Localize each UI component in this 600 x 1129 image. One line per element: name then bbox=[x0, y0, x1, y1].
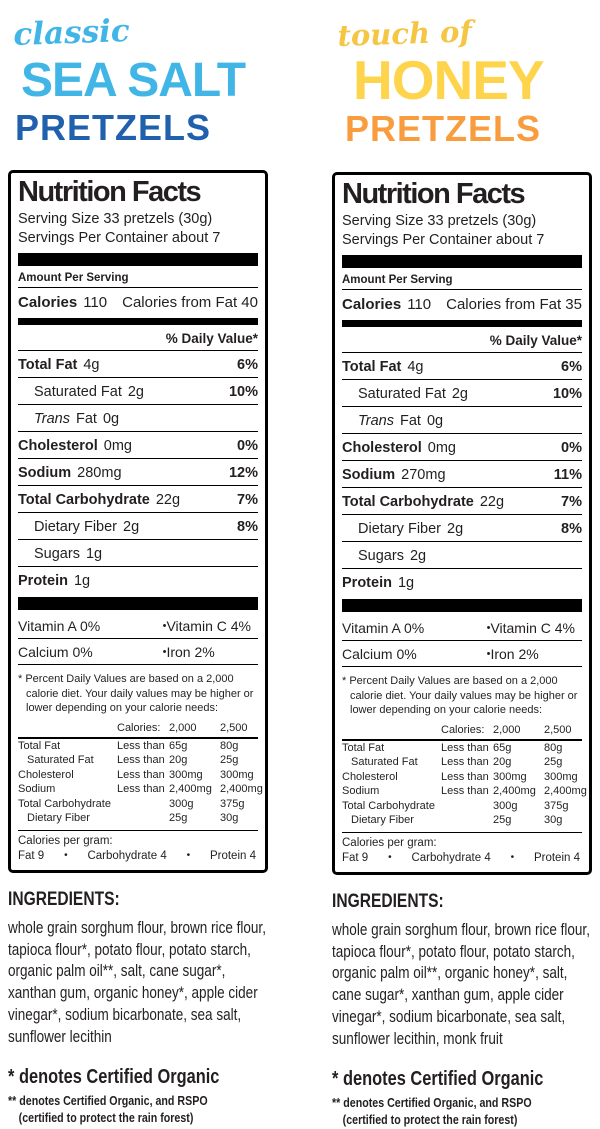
divider-bar bbox=[342, 255, 582, 268]
nutrition-facts-panel bbox=[332, 172, 592, 875]
ingredients-line: organic palm oil**, organic honey*, salt, bbox=[332, 964, 568, 983]
divider-bar bbox=[18, 253, 258, 266]
reference-row: Total Fat Less than 65g 80g bbox=[18, 739, 239, 752]
calories-row bbox=[342, 290, 582, 318]
amount-per-serving-label: Amount Per Serving bbox=[18, 269, 258, 288]
daily-value-footnote: * Percent Daily Values are based on a 2,000 calorie diet. Your daily values may be higher or lower depending on your calorie needs: bbox=[18, 673, 254, 715]
daily-value-footnote: * Percent Daily Values are based on a 2,000 calorie diet. Your daily values may be higher or lower depending on your calorie needs: bbox=[342, 675, 578, 717]
ingredients-line: sunflower lecithin, monk fruit bbox=[332, 1030, 503, 1049]
ingredients-line: organic palm oil**, salt, cane sugar*, bbox=[8, 962, 226, 981]
product-subtitle: PRETZELS bbox=[345, 108, 542, 149]
micronutrient-row-vitamins: Vitamin A 0% • Vitamin C 4% bbox=[18, 613, 258, 639]
ingredients-section bbox=[332, 891, 593, 1129]
calories-label: Calories bbox=[342, 296, 402, 314]
nutrient-row-total-carbohydrate: Total Carbohydrate 22g 7% bbox=[18, 486, 258, 513]
calories-row bbox=[18, 288, 258, 316]
calories-cell bbox=[342, 296, 431, 313]
organic-note-secondary: ** denotes Certified Organic, and RSPO bbox=[332, 1095, 532, 1111]
nutrient-row-sugars: Sugars 2g bbox=[342, 542, 582, 569]
calories-per-gram: Calories per gram: Fat 9 • Carbohydrate 4 • Protein 4 bbox=[18, 830, 258, 863]
organic-note-secondary: ** denotes Certified Organic, and RSPO bbox=[8, 1093, 208, 1109]
calories-from-fat: Calories from Fat 40 bbox=[122, 294, 258, 312]
reference-row: Total Fat Less than 65g 80g bbox=[342, 741, 563, 754]
bullet-separator: • bbox=[162, 620, 167, 633]
nutrient-row-protein: Protein 1g bbox=[18, 573, 91, 590]
ingredients-heading: INGREDIENTS: bbox=[332, 890, 444, 912]
calories-value: 110 bbox=[83, 294, 108, 312]
organic-note-primary: * denotes Certified Organic bbox=[8, 1066, 220, 1089]
reference-row: Saturated Fat Less than 20g 25g bbox=[351, 756, 563, 769]
reference-table-header: Calories: 2,000 2,500 bbox=[342, 723, 582, 741]
nutrient-row-total-carbohydrate: Total Carbohydrate 22g 7% bbox=[342, 488, 582, 515]
micronutrient-row-minerals: Calcium 0% • Iron 2% bbox=[18, 639, 258, 665]
ingredients-line: vinegar*, sodium bicarbonate, sea salt, bbox=[8, 1006, 242, 1025]
product-title: HONEY bbox=[353, 49, 544, 111]
product-column-honey bbox=[332, 12, 592, 1129]
reference-row: Saturated Fat Less than 20g 25g bbox=[27, 754, 239, 767]
calories-label: Calories bbox=[18, 294, 78, 312]
organic-note-primary: * denotes Certified Organic bbox=[332, 1068, 544, 1091]
reference-row: Cholesterol Less than 300mg 300mg bbox=[342, 770, 578, 783]
reference-row: Total Carbohydrate 300g 375g bbox=[18, 797, 245, 810]
ingredients-section bbox=[8, 889, 269, 1127]
ingredients-line: xanthan gum, organic honey*, apple cider bbox=[8, 984, 258, 1003]
servings-per-container: Servings Per Container about 7 bbox=[18, 230, 221, 247]
ingredients-line: vinegar*, sodium bicarbonate, sea salt, bbox=[332, 1008, 566, 1027]
ingredients-heading: INGREDIENTS: bbox=[8, 888, 120, 910]
nutrient-row-sodium: Sodium 270mg 11% bbox=[342, 461, 582, 488]
nutrient-row-trans-fat: Trans Fat 0g bbox=[342, 407, 582, 434]
bullet-separator: • bbox=[162, 646, 167, 659]
micronutrient-row-minerals: Calcium 0% • Iron 2% bbox=[342, 641, 582, 667]
nutrient-row-cholesterol: Cholesterol 0mg 0% bbox=[18, 432, 258, 459]
calories-value: 110 bbox=[407, 296, 432, 314]
ingredients-line: sunflower lecithin bbox=[8, 1028, 112, 1047]
reference-row: Sodium Less than 2,400mg 2,400mg bbox=[342, 785, 587, 798]
ingredients-line: cane sugar*, xanthan gum, apple cider bbox=[332, 986, 564, 1005]
bullet-separator: • bbox=[510, 852, 515, 864]
bullet-separator: • bbox=[388, 852, 392, 864]
divider-bar bbox=[18, 318, 258, 325]
bullet-separator: • bbox=[64, 850, 68, 862]
nutrient-row-total-fat: Total Fat 4g 6% bbox=[18, 351, 258, 378]
micronutrient-row-vitamins: Vitamin A 0% • Vitamin C 4% bbox=[342, 615, 582, 641]
reference-table bbox=[18, 721, 263, 826]
daily-value-header: % Daily Value* bbox=[18, 327, 258, 351]
bullet-separator: • bbox=[486, 622, 491, 635]
product-column-sea-salt bbox=[8, 12, 268, 1127]
nutrient-row-saturated-fat: Saturated Fat 2g 10% bbox=[342, 380, 582, 407]
servings-per-container: Servings Per Container about 7 bbox=[342, 232, 545, 249]
nutrient-row-dietary-fiber: Dietary Fiber 2g 8% bbox=[18, 513, 258, 540]
nutrient-row-cholesterol: Cholesterol 0mg 0% bbox=[342, 434, 582, 461]
nutrition-facts-panel bbox=[8, 170, 268, 873]
daily-value-header: % Daily Value* bbox=[342, 329, 582, 353]
reference-row: Total Carbohydrate 300g 375g bbox=[342, 799, 569, 812]
nutrition-facts-title: Nutrition Facts bbox=[18, 176, 201, 208]
organic-note-parenthetical: (certified to protect the rain forest) bbox=[18, 1110, 194, 1126]
organic-notes bbox=[332, 1068, 593, 1129]
header-script-text: touch of bbox=[336, 14, 473, 53]
calories-per-gram: Calories per gram: Fat 9 • Carbohydrate 4 • Protein 4 bbox=[342, 832, 582, 865]
nutrient-row-dietary-fiber: Dietary Fiber 2g 8% bbox=[342, 515, 582, 542]
ingredients-line: tapioca flour*, potato flour, potato starch, bbox=[8, 940, 251, 959]
calories-from-fat: Calories from Fat 35 bbox=[446, 296, 582, 314]
nutrient-row-saturated-fat: Saturated Fat 2g 10% bbox=[18, 378, 258, 405]
divider-bar bbox=[18, 597, 258, 610]
calories-cell bbox=[18, 294, 107, 311]
nutrient-row-total-fat: Total Fat 4g 6% bbox=[342, 353, 582, 380]
nutrient-row-sugars: Sugars 1g bbox=[18, 540, 258, 567]
product-header-honey bbox=[332, 14, 592, 172]
serving-size: Serving Size 33 pretzels (30g) bbox=[18, 210, 213, 227]
nutrient-row-trans-fat: Trans Fat 0g bbox=[18, 405, 258, 432]
calories-per-gram-label: Calories per gram: bbox=[342, 836, 437, 849]
reference-row: Dietary Fiber 25g 30g bbox=[27, 812, 239, 825]
divider-bar bbox=[342, 320, 582, 327]
product-subtitle: PRETZELS bbox=[15, 107, 212, 148]
organic-notes bbox=[8, 1066, 269, 1127]
reference-table-header: Calories: 2,000 2,500 bbox=[18, 721, 258, 739]
serving-size: Serving Size 33 pretzels (30g) bbox=[342, 212, 537, 229]
ingredients-line: tapioca flour*, potato flour, potato starch, bbox=[332, 942, 575, 961]
bullet-separator: • bbox=[486, 648, 491, 661]
ingredients-line: whole grain sorghum flour, brown rice flour, bbox=[8, 918, 266, 937]
divider-bar bbox=[342, 599, 582, 612]
organic-note-parenthetical: (certified to protect the rain forest) bbox=[342, 1112, 518, 1128]
bullet-separator: • bbox=[186, 850, 191, 862]
nutrition-facts-title: Nutrition Facts bbox=[342, 178, 525, 210]
nutrient-row-protein: Protein 1g bbox=[342, 575, 415, 592]
ingredients-line: whole grain sorghum flour, brown rice flour, bbox=[332, 920, 590, 939]
calories-per-gram-label: Calories per gram: bbox=[18, 834, 113, 847]
amount-per-serving-label: Amount Per Serving bbox=[342, 271, 582, 290]
reference-row: Dietary Fiber 25g 30g bbox=[351, 814, 563, 827]
reference-row: Sodium Less than 2,400mg 2,400mg bbox=[18, 783, 263, 796]
reference-row: Cholesterol Less than 300mg 300mg bbox=[18, 768, 254, 781]
product-title: SEA SALT bbox=[21, 54, 246, 107]
product-header-sea-salt bbox=[8, 12, 268, 170]
header-script-text: classic bbox=[12, 12, 131, 53]
reference-table bbox=[342, 723, 587, 828]
nutrient-row-sodium: Sodium 280mg 12% bbox=[18, 459, 258, 486]
